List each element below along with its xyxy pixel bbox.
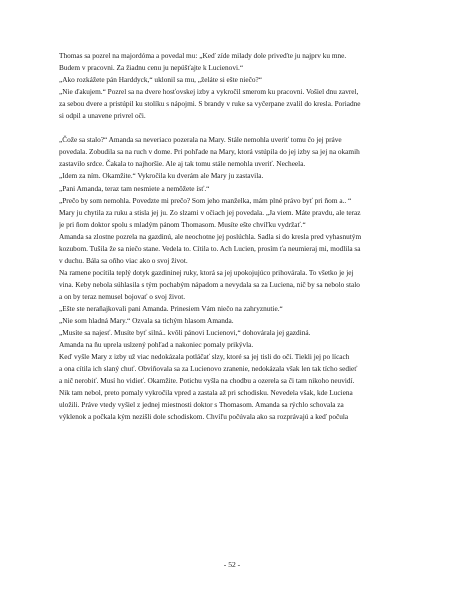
text-line: „Idem za ním. Okamžite.“ Vykročila ku dverám ale Mary ju zastavila. xyxy=(59,171,264,181)
text-line: zastavilo srdce. Čakala to najhoršie. Ale aj tak tomu stále nemohla uveriť. Necheela. xyxy=(59,159,306,169)
text-line: Budem v pracovni. Za žiadnu cenu ju nepúšťajte k Lucienovi.“ xyxy=(59,63,244,73)
text-line: a nič nerobiť. Musí ho vidieť. Okamžite. Potichu vyšla na chodbu a ozerela sa či tam nikoho neuvidí. xyxy=(59,376,355,386)
text-line: „Nie som hladná Mary.“ Ozvala sa tichým hlasom Amanda. xyxy=(59,316,234,326)
page-number: - 52 - xyxy=(223,560,241,569)
text-line: Amanda sa zlostne pozrela na gazdinú, ale neochotne jej poslúchla. Sadla si do kresla pred vyhasnutým xyxy=(59,231,362,241)
text-line: kozubom. Tušila že sa niečo stane. Vedela to. Cítila to. Ach Lucien, prosím ťa neumieraj mi, modlila sa xyxy=(59,243,361,253)
text-line: „Ešte ste neraňajkovali pani Amanda. Prinesiem Vám niečo na zahryznutie.“ xyxy=(59,303,283,313)
text-line: uložili. Práve vtedy vyšiel z jednej miestnosti doktor s Thomasom. Amanda sa rýchlo schovala za xyxy=(59,400,344,410)
text-line: „Musíte sa najesť. Musíte byť silná.. kvôli pánovi Lucienovi,“ dohovárala jej gazdiná. xyxy=(59,328,311,338)
text-line: Thomas sa pozrel na majordóma a povedal mu: „Keď zíde milady dole priveďte ju najprv ku mne. xyxy=(59,51,347,60)
text-line: „Pani Amanda, teraz tam nesmiete a nemôžete ísť.“ xyxy=(59,183,210,193)
text-line: výklenok a počkala kým nezišli dole schodiskom. Chvíľu počúvala ako sa rozprávajú a keď počula xyxy=(59,412,349,422)
text-line: a ona cítila ich slaný chuť. Obviňovala sa za Lucienovo zranenie, nedokázala však len tak tícho sedieť xyxy=(59,364,358,374)
text-line: je pri ňom doktor spolu s mladým pánom Thomasom. Musíte ešte chvíľku vydržať.“ xyxy=(59,219,306,229)
text-line: „Prečo by som nemohla. Povedzte mi prečo? Som jeho manželka, mám plné právo byť pri ňom a.. “ xyxy=(59,195,352,205)
text-line: za sebou dvere a pristúpil ku stolíku s nápojmi. S brandy v ruke sa vyčerpane zvalil do kresla. Poriadne xyxy=(59,99,361,109)
text-line: Na ramene pocítila teplý dotyk gazdininej ruky, ktorá sa jej upokojujúco prihovárala. To všetko je jej xyxy=(59,267,354,277)
text-line: si odpil a unavene privrel oči. xyxy=(59,111,146,121)
body-text xyxy=(59,50,426,423)
text-line: povedala. Zobudila sa na ruch v dome. Pri pohľade na Mary, ktorá vstúpila do jej izby sa jej na okamih xyxy=(59,147,360,157)
text-line: Nik tam nebol, preto pomaly vykročila vpred a zastala až pri schodisku. Nevedela však, kde Luciena xyxy=(59,388,353,398)
text-line xyxy=(59,122,426,134)
text-line: Keď vyšle Mary z izby už viac nedokázala potláčať slzy, ktoré sa jej tisli do očí. Tiekli jej po lícach xyxy=(59,352,350,362)
text-line: vina. Keby nebola súhlasila s tým pochabým nápadom a nevydala sa za Luciena, nič by sa nebolo stalo xyxy=(59,279,360,289)
text-line: „Čože sa stalo?“ Amanda sa neveriaco pozerala na Mary. Stále nemohla uveriť tomu čo jej práve xyxy=(59,135,342,145)
text-line: „Ako rozkážete pán Harddyck,“ uklonil sa mu, „želáte si ešte niečo?“ xyxy=(59,75,263,85)
text-line: „Nie ďakujem.“ Pozrel sa na dvere hosťovskej izby a vykročil smerom ku pracovni. Vošiel dnu zavrel, xyxy=(59,87,359,97)
text-line: v duchu. Bála sa oňho viac ako o svoj život. xyxy=(59,255,188,265)
text-line: Amanda na ňu uprela uslzený pohľad a nakoniec pomaly prikývla. xyxy=(59,340,254,350)
text-line: Mary ju chytila za ruku a stisla jej ju. Zo slzami v očiach jej povedala. „Ja viem. Máte pravdu, ale teraz xyxy=(59,207,361,217)
text-line: a on by teraz nemusel bojovať o svoj život. xyxy=(59,291,186,301)
